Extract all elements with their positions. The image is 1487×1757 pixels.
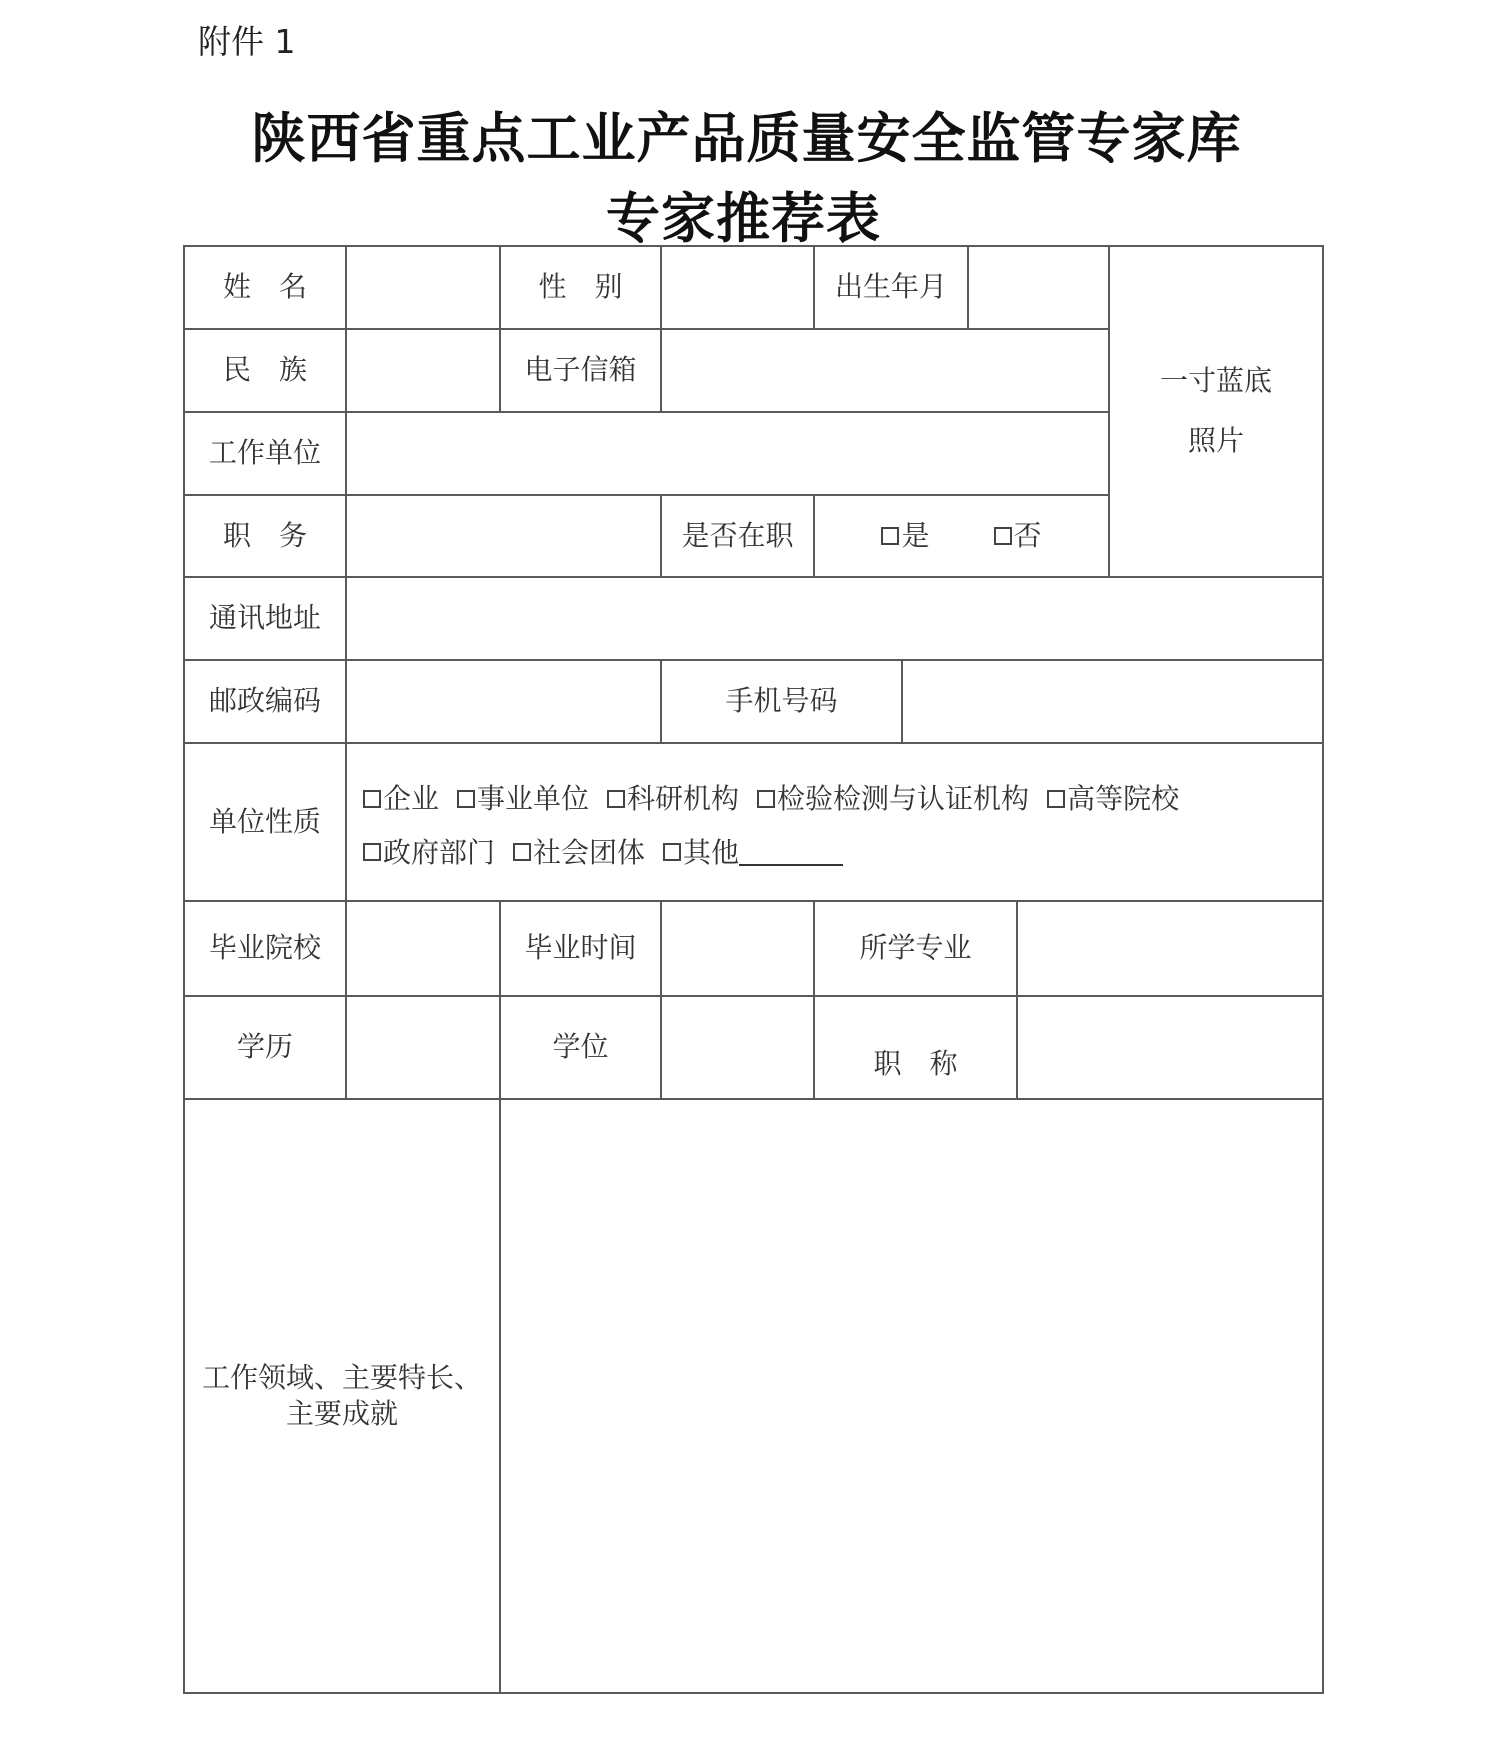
mobile-label-text: 手机号码 [725, 684, 838, 718]
unit-nature-option-research[interactable] [607, 782, 739, 816]
name-field[interactable] [345, 245, 501, 330]
education-label [183, 995, 347, 1100]
address-label [183, 576, 347, 661]
degree-label [499, 995, 662, 1100]
mobile-field[interactable] [901, 659, 1324, 744]
photo-label-line2: 照片 [1187, 424, 1244, 457]
field-label-text [202, 1360, 482, 1433]
school-label [183, 900, 347, 997]
employed-yes-option[interactable] [881, 518, 929, 554]
unit-nature-option-government[interactable] [363, 836, 495, 870]
checkbox-icon[interactable] [1047, 790, 1065, 808]
gender-field[interactable] [660, 245, 815, 330]
employed-label-text: 是否在职 [681, 518, 794, 552]
unit-nature-label [183, 742, 347, 902]
checkbox-icon[interactable] [757, 790, 775, 808]
birth-label [813, 245, 969, 330]
unit-nature-options [345, 742, 1324, 902]
form-title: 陕西省重点工业产品质量安全监管专家库 [251, 106, 1242, 170]
birth-label-text: 出生年月 [834, 270, 947, 304]
ethnicity-label-text: 民 族 [222, 353, 307, 387]
option-label: 检验检测与认证机构 [777, 782, 1030, 815]
education-field[interactable] [345, 995, 501, 1100]
address-field[interactable] [345, 576, 1324, 661]
grad-time-field[interactable] [660, 900, 815, 997]
title-label-text: 职 称 [873, 1047, 958, 1081]
form-subtitle: 专家推荐表 [606, 186, 881, 250]
unit-nature-label-text: 单位性质 [208, 804, 321, 838]
other-blank-line[interactable] [739, 838, 843, 866]
position-field[interactable] [345, 494, 662, 578]
ethnicity-field[interactable] [345, 328, 501, 413]
option-label: 事业单位 [477, 782, 590, 815]
grad-time-label [499, 900, 662, 997]
attachment-label: 附件 1 [198, 22, 296, 61]
title-field[interactable] [1016, 995, 1324, 1100]
unit-nature-row-1 [363, 782, 1179, 816]
photo-label-line1: 一寸蓝底 [1159, 364, 1272, 397]
mobile-label [660, 659, 903, 744]
checkbox-icon[interactable] [363, 790, 381, 808]
email-label [499, 328, 662, 413]
unit-nature-row-2 [363, 836, 843, 870]
ethnicity-label [183, 328, 347, 413]
checkbox-icon[interactable] [663, 843, 681, 861]
address-label-text: 通讯地址 [208, 601, 321, 635]
workplace-field[interactable] [345, 411, 1110, 496]
grad-time-label-text: 毕业时间 [524, 931, 637, 965]
name-label-text: 姓 名 [222, 270, 307, 304]
workplace-label-text: 工作单位 [208, 436, 321, 470]
name-label [183, 245, 347, 330]
photo-label [1160, 351, 1272, 471]
postcode-label-text: 邮政编码 [208, 684, 321, 718]
photo-box[interactable] [1108, 245, 1324, 578]
employed-no-label: 否 [1013, 518, 1042, 552]
checkbox-icon[interactable] [607, 790, 625, 808]
employed-no-option[interactable] [994, 518, 1042, 554]
gender-label [499, 245, 662, 330]
checkbox-icon[interactable] [457, 790, 475, 808]
checkbox-icon[interactable] [363, 843, 381, 861]
email-field[interactable] [660, 328, 1110, 413]
unit-nature-option-enterprise[interactable] [363, 782, 439, 816]
major-label [813, 900, 1018, 997]
field-label-line2: 主要成就 [285, 1397, 398, 1430]
school-label-text: 毕业院校 [208, 931, 321, 965]
option-label: 其他 [683, 835, 740, 869]
unit-nature-option-other[interactable] [663, 836, 843, 870]
degree-label-text: 学位 [552, 1030, 609, 1064]
unit-nature-option-university[interactable] [1047, 782, 1179, 816]
field-label [183, 1098, 501, 1694]
title-label [813, 995, 1018, 1100]
option-label: 社会团体 [533, 835, 646, 869]
position-label-text: 职 务 [222, 518, 307, 552]
checkbox-icon[interactable] [994, 527, 1012, 545]
checkbox-icon[interactable] [513, 843, 531, 861]
degree-field[interactable] [660, 995, 815, 1100]
birth-field[interactable] [967, 245, 1110, 330]
postcode-label [183, 659, 347, 744]
unit-nature-option-testing[interactable] [757, 782, 1029, 816]
major-field[interactable] [1016, 900, 1324, 997]
email-label-text: 电子信箱 [524, 353, 637, 387]
option-label: 高等院校 [1067, 782, 1180, 815]
employed-yes-label: 是 [901, 518, 930, 552]
postcode-field[interactable] [345, 659, 662, 744]
workplace-label [183, 411, 347, 496]
option-label: 政府部门 [383, 835, 496, 869]
employed-options [813, 494, 1110, 578]
major-label-text: 所学专业 [859, 931, 972, 965]
field-label-line1: 工作领域、主要特长、 [201, 1360, 482, 1394]
position-label [183, 494, 347, 578]
gender-label-text: 性 别 [538, 270, 623, 304]
unit-nature-option-social[interactable] [513, 836, 645, 870]
unit-nature-option-institution[interactable] [457, 782, 589, 816]
checkbox-icon[interactable] [881, 527, 899, 545]
school-field[interactable] [345, 900, 501, 997]
education-label-text: 学历 [236, 1030, 293, 1064]
field-content[interactable] [499, 1098, 1324, 1694]
option-label: 企业 [383, 782, 440, 815]
option-label: 科研机构 [627, 782, 740, 815]
employed-label [660, 494, 815, 578]
